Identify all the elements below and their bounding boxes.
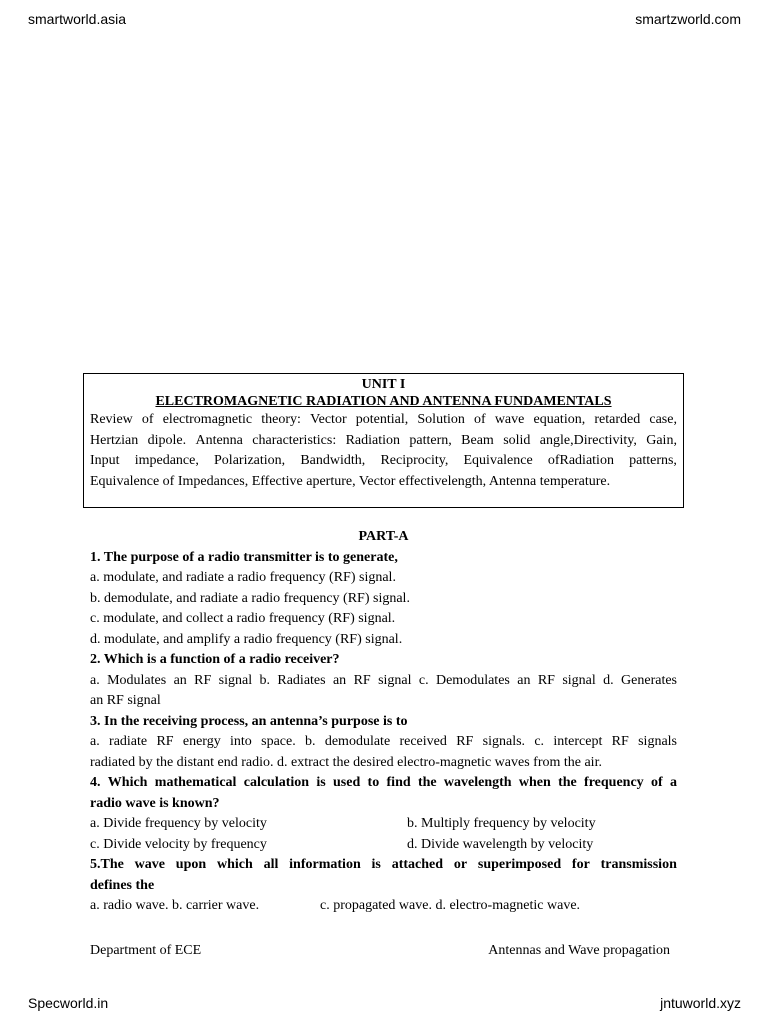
word: find (386, 775, 411, 790)
watermark-bottom-right: jntuworld.xyz (660, 995, 741, 1011)
word: demodulate (324, 734, 391, 749)
word: the (417, 775, 437, 790)
options-row (90, 835, 677, 856)
word: or (453, 857, 468, 872)
word: of (141, 412, 154, 427)
word: an (173, 672, 187, 688)
option: a. modulate, and radiate a radio frequency (RF) signal. (90, 570, 396, 585)
word: c. (534, 734, 545, 749)
options-row (90, 896, 677, 917)
unit-title: UNIT I (361, 377, 406, 392)
unit-syllabus-text (90, 410, 677, 492)
word: Radiates (277, 672, 326, 688)
question-5 (90, 855, 677, 876)
watermark-top-right: smartzworld.com (635, 11, 741, 27)
word: impedance, (134, 453, 199, 468)
option: d. modulate, and amplify a radio frequency (RF) signal. (90, 631, 403, 647)
word: ofRadiation (547, 453, 614, 468)
options-line (90, 671, 677, 692)
word: 5.The (90, 857, 124, 872)
watermark-bottom-left: Specworld.in (28, 995, 109, 1011)
question-2: 2. Which is a function of a radio receiver? (90, 652, 340, 667)
question-4-cont: radio wave is known? (90, 795, 220, 811)
word: RF (156, 734, 174, 749)
word: RF (353, 672, 371, 688)
word: RF (194, 672, 212, 688)
word: wave (494, 412, 525, 427)
footer-subject: Antennas and Wave propagation (488, 943, 670, 958)
word: when (518, 775, 551, 790)
word: wave (134, 857, 165, 872)
option: c. modulate, and collect a radio frequency (RF) signal. (90, 611, 396, 626)
word: signal (378, 672, 412, 688)
word: RF (611, 734, 629, 749)
word: which (216, 857, 253, 872)
word: for (571, 857, 590, 872)
word: an (332, 672, 347, 688)
word: electromagnetic (162, 412, 253, 427)
word: patterns, (629, 453, 677, 468)
word: equation, (533, 412, 586, 427)
syllabus-line (90, 410, 677, 431)
syllabus-line: Equivalence of Impedances, Effective aperture, Vector effectivelength, Antenna temperature. (90, 473, 611, 489)
word: Reciprocity, (380, 453, 449, 468)
word: a. (90, 672, 100, 688)
word: a (669, 775, 677, 790)
option: d. Divide wavelength by velocity (407, 836, 594, 852)
word: Which (107, 775, 148, 790)
word: Input (90, 453, 120, 468)
word: RF (456, 734, 474, 749)
unit-syllabus-box (83, 373, 684, 508)
syllabus-line (90, 431, 677, 452)
word: Gain, (646, 432, 677, 448)
word: pattern, (409, 432, 452, 448)
word: solid (503, 432, 531, 448)
word: Bandwidth, (300, 453, 366, 468)
options-row (90, 814, 677, 835)
word: Equivalence (463, 453, 533, 468)
word: to (367, 775, 380, 790)
question-1: 1. The purpose of a radio transmitter is to generate, (90, 549, 398, 565)
word: b. (305, 734, 316, 749)
word: case, (649, 412, 677, 427)
word: the (558, 775, 577, 790)
word: 4. (90, 775, 101, 790)
options-line: an RF signal (90, 693, 161, 708)
word: space. (261, 734, 296, 749)
word: energy (182, 734, 221, 749)
word: upon (175, 857, 207, 872)
word: of (650, 775, 663, 790)
word: is (316, 775, 326, 790)
word: Hertzian (90, 432, 139, 448)
word: radiate (109, 734, 148, 749)
syllabus-line (90, 451, 677, 472)
word: Beam (461, 432, 494, 448)
word: frequency (584, 775, 644, 790)
word: Polarization, (214, 453, 286, 468)
word: signals (638, 734, 677, 749)
word: is (371, 857, 381, 872)
option: c. propagated wave. d. electro-magnetic wave. (320, 898, 581, 913)
word: information (289, 857, 361, 872)
word: an (517, 672, 531, 688)
word: RF (537, 672, 555, 688)
word: received (399, 734, 447, 749)
word: Vector (310, 412, 347, 427)
word: d. (603, 672, 614, 688)
word: c. (418, 672, 429, 688)
option: a. radio wave. b. carrier wave. (90, 898, 260, 913)
question-3: 3. In the receiving process, an antenna’s purpose is to (90, 713, 408, 729)
word: all (263, 857, 279, 872)
page-footer (90, 943, 670, 959)
word: potential, (355, 412, 409, 427)
word: Review (90, 412, 133, 427)
unit-subtitle: ELECTROMAGNETIC RADIATION AND ANTENNA FUNDAMENTALS (155, 394, 612, 409)
options-line: radiated by the distant end radio. d. extract the desired electro-magnetic waves from the air. (90, 754, 602, 770)
word: theory: (261, 412, 301, 427)
word: Radiation (345, 432, 401, 448)
word: Generates (621, 672, 677, 688)
option: b. Multiply frequency by velocity (407, 816, 596, 831)
word: Modulates (107, 672, 167, 688)
word: a. (90, 734, 100, 749)
word: dipole. (147, 432, 187, 448)
word: into (230, 734, 252, 749)
word: attached (391, 857, 444, 872)
word: intercept (553, 734, 603, 749)
watermark-top-left: smartworld.asia (28, 11, 127, 27)
word: mathematical (154, 775, 237, 790)
word: Solution (417, 412, 465, 427)
options-line (90, 732, 677, 753)
word: signals. (482, 734, 526, 749)
word: wavelength (443, 775, 512, 790)
part-heading: PART-A (358, 529, 409, 544)
word: calculation (243, 775, 310, 790)
word: Demodulates (435, 672, 510, 688)
word: signal (218, 672, 253, 688)
word: of (474, 412, 486, 427)
word: used (333, 775, 361, 790)
word: characteristics: (252, 432, 337, 448)
option: c. Divide velocity by frequency (90, 836, 267, 852)
option: b. demodulate, and radiate a radio frequency (RF) signal. (90, 590, 410, 606)
word: superimposed (477, 857, 562, 872)
question-4 (90, 773, 677, 794)
word: signal (562, 672, 596, 688)
question-5-cont: defines the (90, 877, 155, 893)
footer-department: Department of ECE (90, 943, 202, 958)
word: b. (259, 672, 270, 688)
option: a. Divide frequency by velocity (90, 816, 267, 831)
word: angle,Directivity, (539, 432, 637, 448)
part-a-section (90, 527, 677, 917)
word: retarded (594, 412, 641, 427)
word: Antenna (195, 432, 243, 448)
word: transmission (600, 857, 677, 872)
